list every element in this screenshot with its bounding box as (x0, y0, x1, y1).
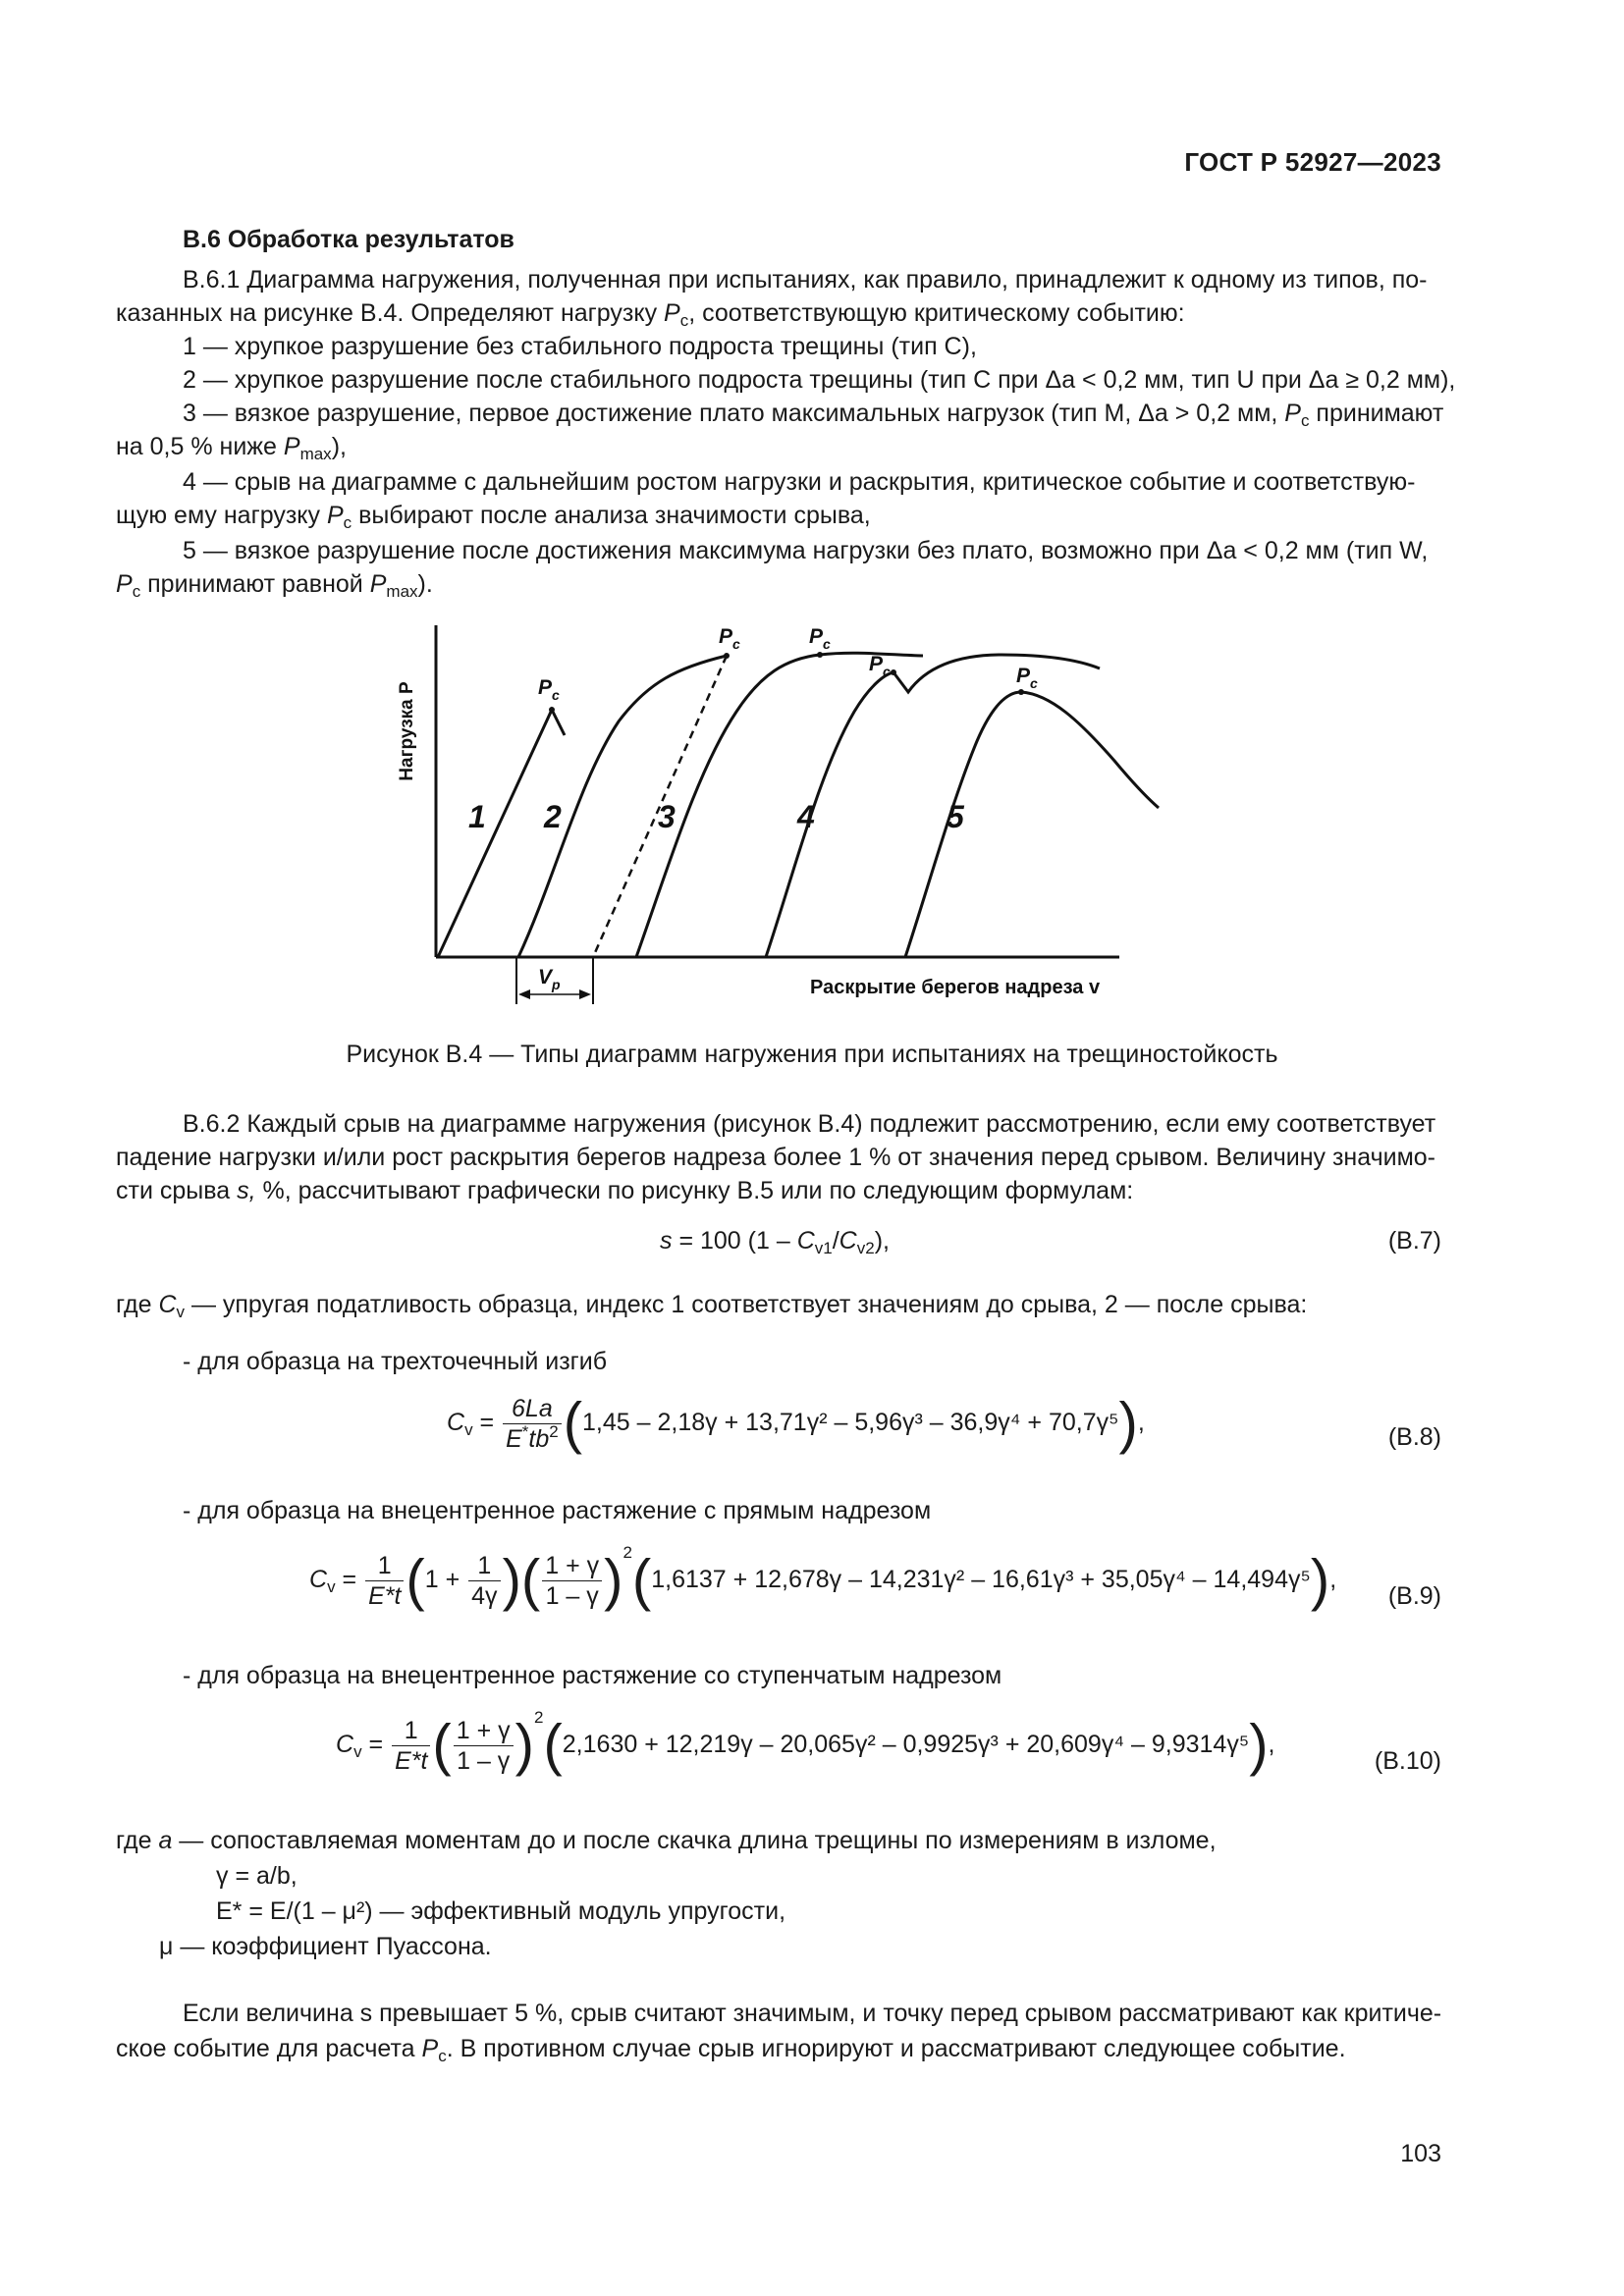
equation-b10: $C_v$ = $\frac{1}{E*t}$ ( $\frac{1 + \gamma}{1 - \gamma}$ )$^2$(2,1630 + 12,219γ – 20,065γ² – 0,9925γ³ + 20,609γ⁴ – 9,9314γ⁵), (336, 1708, 1275, 1778)
pc-label-1: $P_c$ (538, 676, 560, 703)
curve-label-4: 4 (797, 799, 815, 834)
equation-b9: $C_v$ = $\frac{1}{E*t}$ (1 + $\frac{1}{4\gamma}$ )( $\frac{1 + \gamma}{1 - \gamma}$ )$^2$(1,6137 + 12,678γ – 14,231γ² – 16,61γ³ + 35,05γ⁴ – 14,494γ⁵), (309, 1543, 1337, 1613)
pc-point-1 (549, 707, 555, 713)
final-line2: ское событие для расчета $P_c$. В противном случае срыв игнорируют и рассматривают следующее событие. (116, 2035, 1346, 2065)
list-item-4: 4 — срыв на диаграмме с дальнейшим ростом нагрузки и раскрытия, критическое событие и соответствую- (183, 468, 1416, 496)
figure-caption: Рисунок В.4 — Типы диаграмм нагружения при испытаниях на трещиностойкость (346, 1041, 1278, 1068)
case-three-point-bend: - для образца на трехточечный изгиб (183, 1348, 608, 1375)
case-straight-notch: - для образца на внецентренное растяжение с прямым надрезом (183, 1497, 932, 1524)
where-cv-line: где $C_v$ — упругая податливость образца, индекс 1 соответствует значениям до срыва, 2 — после срыва: (116, 1291, 1308, 1321)
list-item-4-cont: щую ему нагрузку $P_c$ выбирают после анализа значимости срыва, (116, 502, 871, 532)
list-item-1: 1 — хрупкое разрушение без стабильного подроста трещины (тип С), (183, 333, 977, 360)
pc-label-3: $P_c$ (809, 625, 831, 652)
x-axis-label: Раскрытие берегов надреза v (810, 977, 1101, 998)
curve-label-2: 2 (544, 799, 562, 834)
curve-5 (905, 692, 1159, 957)
curve-label-5: 5 (947, 799, 964, 834)
vp-arrow-left (518, 989, 530, 999)
pc-label-4: $P_c$ (869, 653, 891, 679)
final-line1: Если величина s превышает 5 %, срыв считают значимым, и точку перед срывом рассматривают как критиче- (183, 2000, 1442, 2027)
pc-point-5 (1018, 689, 1024, 695)
case-stepped-notch: - для образца на внецентренное растяжение со ступенчатым надрезом (183, 1662, 1002, 1689)
equation-number-b10: (В.10) (1374, 1747, 1441, 1775)
list-item-5-cont: $P_c$ принимают равной $P_{max}$). (116, 570, 433, 601)
loading-diagram-figure (373, 614, 1178, 1026)
pc-label-5: $P_c$ (1016, 665, 1038, 691)
vp-arrow-right (579, 989, 591, 999)
p2-line2: падение нагрузки и/или рост раскрытия берегов надреза более 1 % от значения перед срывом. Величину значимо- (116, 1144, 1435, 1171)
p1-line1: В.6.1 Диаграмма нагружения, полученная при испытаниях, как правило, принадлежит к одному из типов, по- (183, 266, 1428, 294)
vp-label: $V_p$ (538, 966, 561, 992)
list-item-3-cont: на 0,5 % ниже $P_{max}$), (116, 433, 347, 463)
equation-number-b8: (В.8) (1387, 1423, 1441, 1451)
list-item-2: 2 — хрупкое разрушение после стабильного подроста трещины (тип С при Δa < 0,2 мм, тип U при Δa ≥ 0,2 мм), (183, 366, 1456, 394)
curve-label-3: 3 (658, 799, 676, 834)
where-a-line: где a — сопоставляемая моментам до и после скачка длина трещины по измерениям в изломе, (116, 1827, 1217, 1854)
equation-number-b7: (В.7) (1387, 1227, 1441, 1255)
list-item-5: 5 — вязкое разрушение после достижения максимума нагрузки без плато, возможно при Δa < 0,2 мм (тип W, (183, 537, 1429, 564)
pc-point-3 (817, 652, 823, 658)
page-number: 103 (1400, 2140, 1441, 2167)
equation-number-b9: (В.9) (1387, 1582, 1441, 1610)
curve-label-1: 1 (468, 799, 486, 834)
section-title: В.6 Обработка результатов (183, 226, 514, 253)
estar-definition: E* = E/(1 – μ²) — эффективный модуль упругости, (216, 1897, 786, 1925)
p2-line3: сти срыва s, %, рассчитывают графически по рисунку В.5 или по следующим формулам: (116, 1177, 1134, 1204)
pc-label-2: $P_c$ (719, 625, 740, 652)
equation-b7: s = 100 $(1 - C_{v1}/C_{v2})$, (660, 1227, 890, 1257)
p2-line1: В.6.2 Каждый срыв на диаграмме нагружения (рисунок В.4) подлежит рассмотрению, если ему соответствует (183, 1110, 1436, 1138)
p1-line2: казанных на рисунке В.4. Определяют нагрузку $P_c$, соответствующую критическому событию: (116, 299, 1185, 330)
document-id: ГОСТ Р 52927—2023 (1184, 147, 1441, 177)
y-axis-label: Нагрузка P (397, 681, 417, 781)
gamma-definition: γ = a/b, (216, 1862, 298, 1890)
mu-definition: μ — коэффициент Пуассона. (159, 1933, 492, 1960)
pc-point-4 (891, 669, 896, 675)
list-item-3: 3 — вязкое разрушение, первое достижение плато максимальных нагрузок (тип М, Δa > 0,2 мм, $P_c$ принимают (183, 400, 1444, 430)
equation-b8: $C_v$ = $\frac{6La}{E^*tb^2}$ (1,45 – 2,18γ + 13,71γ² – 5,96γ³ – 36,9γ⁴ + 70,7γ⁵), (447, 1391, 1145, 1456)
